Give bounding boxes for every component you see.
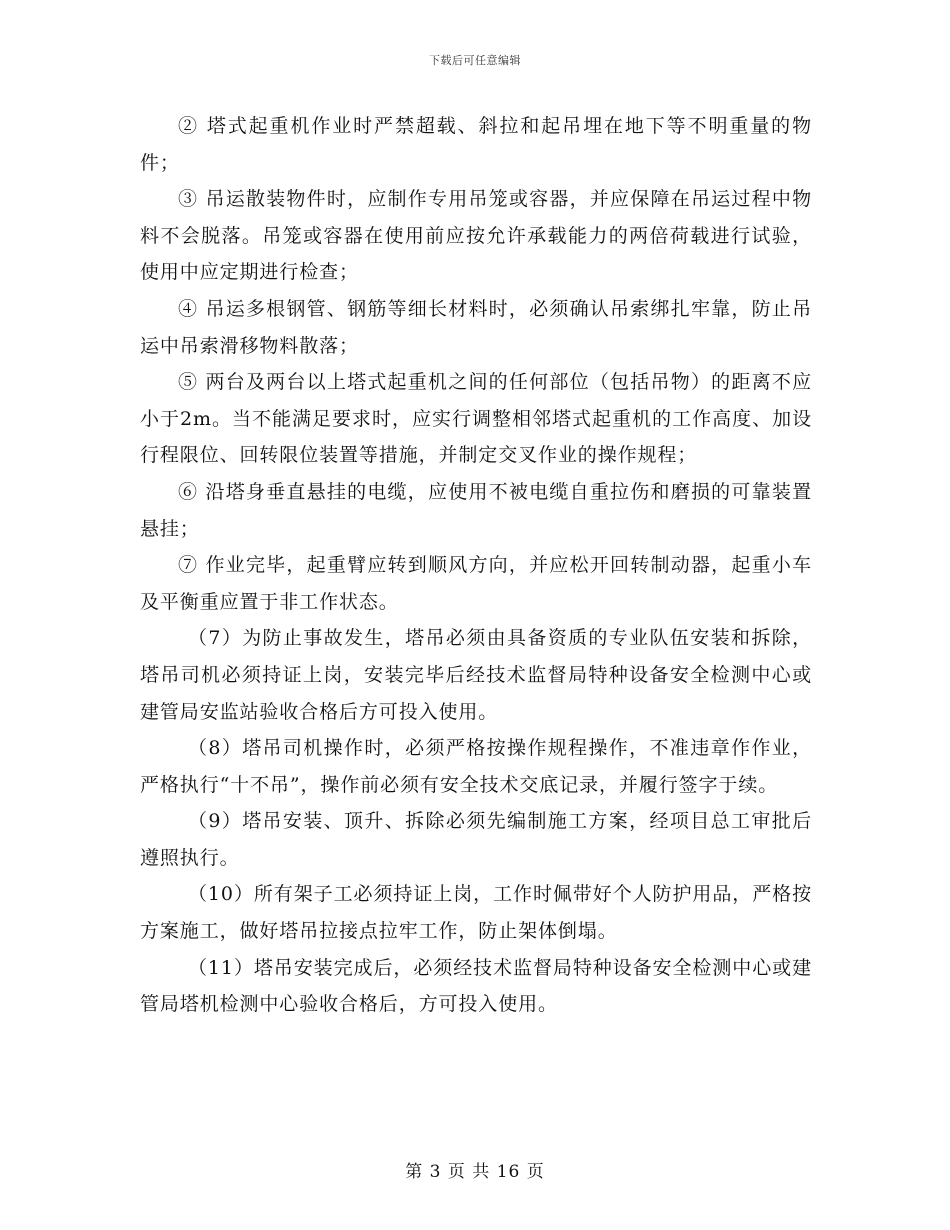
paragraph-item-7: ⑦ 作业完毕，起重臂应转到顺风方向，并应松开回转制动器，起重小车及平衡重应置于非工作状态。 bbox=[140, 554, 812, 613]
paragraph-item-6: ⑥ 沿塔身垂直悬挂的电缆，应使用不被电缆自重拉伤和磨损的可靠装置悬挂； bbox=[140, 480, 812, 540]
paragraph-item-3: ③ 吊运散装物件时，应制作专用吊笼或容器，并应保障在吊运过程中物料不会脱落。吊笼或容器在使用前应按允许承载能力的两倍荷载进行试验，使用中应定期进行检查； bbox=[140, 188, 812, 284]
page-number-footer: 第 3 页 共 16 页 bbox=[405, 1162, 545, 1182]
document-body bbox=[140, 108, 812, 1023]
page-header: 下载后可任意编辑 bbox=[429, 54, 521, 67]
paragraph-item-2: ② 塔式起重机作业时严禁超载、斜拉和起吊埋在地下等不明重量的物件； bbox=[140, 115, 812, 174]
paragraph-section-9: （9）塔吊安装、顶升、拆除必须先编制施工方案，经项目总工审批后遵照执行。 bbox=[140, 810, 812, 869]
paragraph-section-8: （8）塔吊司机操作时，必须严格按操作规程操作，不准违章作作业，严格执行“十不吊”，操作前必须有安全技术交底记录，并履行签字于续。 bbox=[140, 737, 812, 796]
paragraph-item-4: ④ 吊运多根钢管、钢筋等细长材料时，必须确认吊索绑扎牢靠，防止吊运中吊索滑移物料散落； bbox=[140, 297, 812, 357]
paragraph-section-10: （10）所有架子工必须持证上岗，工作时佩带好个人防护用品，严格按方案施工，做好塔吊拉接点拉牢工作，防止架体倒塌。 bbox=[140, 883, 812, 943]
paragraph-section-7: （7）为防止事故发生，塔吊必须由具备资质的专业队伍安装和拆除，塔吊司机必须持证上岗，安装完毕后经技术监督局特种设备安全检测中心或建管局安监站验收合格后方可投入使用。 bbox=[140, 627, 812, 723]
paragraph-section-11: （11）塔吊安装完成后，必须经技术监督局特种设备安全检测中心或建管局塔机检测中心验收合格后，方可投入使用。 bbox=[140, 956, 812, 1016]
paragraph-item-5: ⑤ 两台及两台以上塔式起重机之间的任何部位（包括吊物）的距离不应小于2m。当不能满足要求时，应实行调整相邻塔式起重机的工作高度、加设行程限位、回转限位装置等措施，并制定交叉作业的操作规程； bbox=[140, 371, 812, 467]
